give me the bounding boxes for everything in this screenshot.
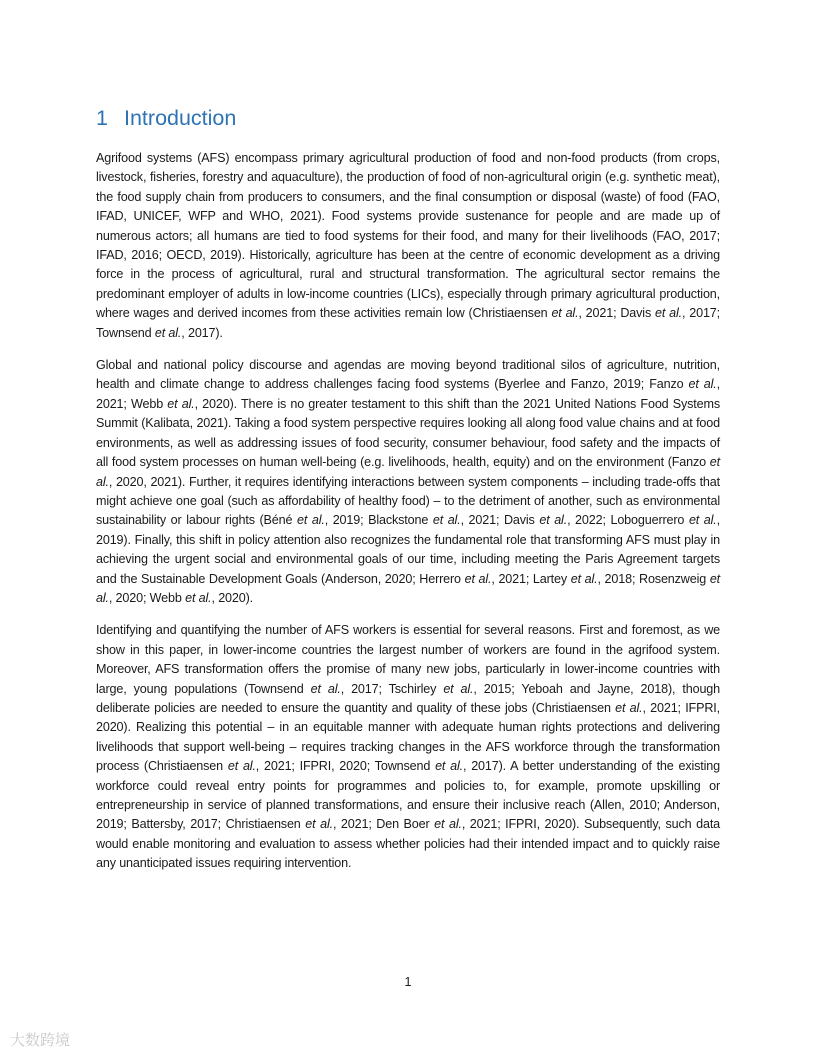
text-run: , 2021; IFPRI, 2020). Subsequently, such data would enable monitoring and evaluation to assess whether policies had their intended impact and to quickly raise any unanticipated issues requiring intervention.: [96, 817, 721, 871]
paragraph: [96, 621, 720, 873]
watermark: 大数跨境: [10, 1031, 71, 1049]
section-number: 1: [96, 106, 108, 130]
italic-run: et al.: [434, 817, 462, 832]
text-run: , 2017). A better understanding of the existing workforce could reveal entry points for programmes and policies to, for example, promote upskilling or entrepreneurship in service of planned transformations, and ensure their inclusive reach (Allen, 2010; Anderson, 2019; Battersby, 2017; Christiaensen: [96, 759, 720, 832]
section-heading: [96, 104, 236, 132]
italic-run: et al.: [443, 681, 474, 696]
italic-run: et al.: [688, 377, 717, 392]
italic-run: et al.: [297, 513, 325, 528]
italic-run: et al.: [432, 513, 461, 528]
page-number: 1: [404, 975, 412, 989]
text-run: , 2021; Den Boer: [332, 817, 435, 832]
italic-run: et al.: [539, 513, 568, 528]
italic-run: et al.: [551, 306, 579, 321]
text-run: , 2020).: [211, 590, 254, 605]
paragraph: [96, 356, 720, 608]
text-run: , 2017; Townsend: [96, 306, 721, 340]
text-run: , 2021; Webb: [96, 377, 720, 411]
text-run: , 2015; Yeboah and Jayne, 2018), though deliberate policies are needed to ensure the quantity and quality of these jobs (Christiaensen: [96, 681, 721, 715]
italic-run: et al.: [305, 817, 333, 832]
text-run: , 2017; Tschirley: [340, 681, 444, 696]
italic-run: et al.: [655, 306, 682, 321]
text-run: , 2022; Loboguerrero: [567, 513, 689, 528]
italic-run: et al.: [154, 325, 182, 340]
italic-run: et al.: [96, 571, 721, 605]
italic-run: et al.: [435, 759, 463, 774]
text-run: , 2021; IFPRI, 2020; Townsend: [255, 759, 436, 774]
text-run: , 2020; Webb: [108, 590, 186, 605]
section-title: Introduction: [124, 106, 237, 130]
text-run: , 2019; Blackstone: [324, 513, 433, 528]
italic-run: et al.: [464, 571, 492, 586]
text-run: , 2019). Finally, this shift in policy attention also recognizes the fundamental role that transforming AFS must play in achieving the urgent social and environmental goals of our time, including meeting the Paris Agreement targets and the Sustainable Development Goals (Anderson, 2020; Herrero: [96, 513, 720, 586]
text-run: , 2018; Rosenzweig: [597, 571, 710, 586]
italic-run: et al.: [185, 590, 212, 605]
italic-run: et al.: [310, 681, 341, 696]
text-run: Agrifood systems (AFS) encompass primary agricultural production of food and non-food products (from crops, livestock, fisheries, forestry and aquaculture), the production of food of non-agricultural origin (e.g. synthetic meat), the food supply chain from producers to consumers, and the final consumption or disposal (waste) of food (FAO, IFAD, UNICEF, WFP and WHO, 2021). Food systems provide sustenance for people and are made up of numerous actors; all humans are tied to food systems for their food, and many for their livelihoods (FAO, 2017; IFAD, 2016; OECD, 2019). Historically, agriculture has been at the centre of economic development as a driving force in the process of agricultural, rural and structural transformation. The agricultural sector remains the predominant employer of adults in low-income countries (LICs), especially through primary agricultural production, where wages and derived incomes from these activities remain low (Christiaensen: [96, 151, 720, 321]
italic-run: et al.: [615, 700, 643, 715]
text-run: , 2020). There is no greater testament to this shift than the 2021 United Nations Food Systems Summit (Kalibata, 2021). Taking a food system perspective requires looking all along food value chains and at food environments, as well as addressing issues of food security, consumer behaviour, food safety and the impacts of all food system processes on human well-being (e.g. livelihoods, health, equity) and on the environment (Fanzo: [96, 396, 720, 470]
text-run: Global and national policy discourse and agendas are moving beyond traditional silos of agriculture, nutrition, health and climate change to address challenges facing food systems (Byerlee and Fanzo, 2019; Fanzo: [96, 358, 720, 392]
text-run: , 2021; Lartey: [491, 571, 571, 586]
italic-run: et al.: [167, 396, 195, 411]
italic-run: et al.: [570, 571, 598, 586]
paragraph: [96, 149, 720, 343]
body-text: [96, 149, 720, 887]
text-run: , 2020, 2021). Further, it requires identifying interactions between system components – including trade-offs that might achieve one goal (such as affordability of healthy food) – to the detriment of another, such as environmental sustainability or labour rights (Béné: [96, 474, 720, 528]
italic-run: et al.: [96, 455, 720, 489]
text-run: Identifying and quantifying the number of AFS workers is essential for several reasons. First and foremost, as we show in this paper, in lower-income countries the largest number of workers are found in the agrifood system. Moreover, AFS transformation offers the promise of many new jobs, particularly in lower-income countries with large, young populations (Townsend: [96, 623, 720, 696]
text-run: , 2021; Davis: [578, 306, 656, 321]
text-run: , 2021; Davis: [460, 513, 540, 528]
italic-run: et al.: [227, 759, 256, 774]
text-run: , 2021; IFPRI, 2020). Realizing this potential – in an equitable manner with adequate human rights protections and delivering livelihoods that support well-being – requires tracking changes in the AFS workforce through the transformation process (Christiaensen: [96, 700, 720, 774]
text-run: , 2017).: [181, 325, 223, 340]
italic-run: et al.: [688, 513, 717, 528]
